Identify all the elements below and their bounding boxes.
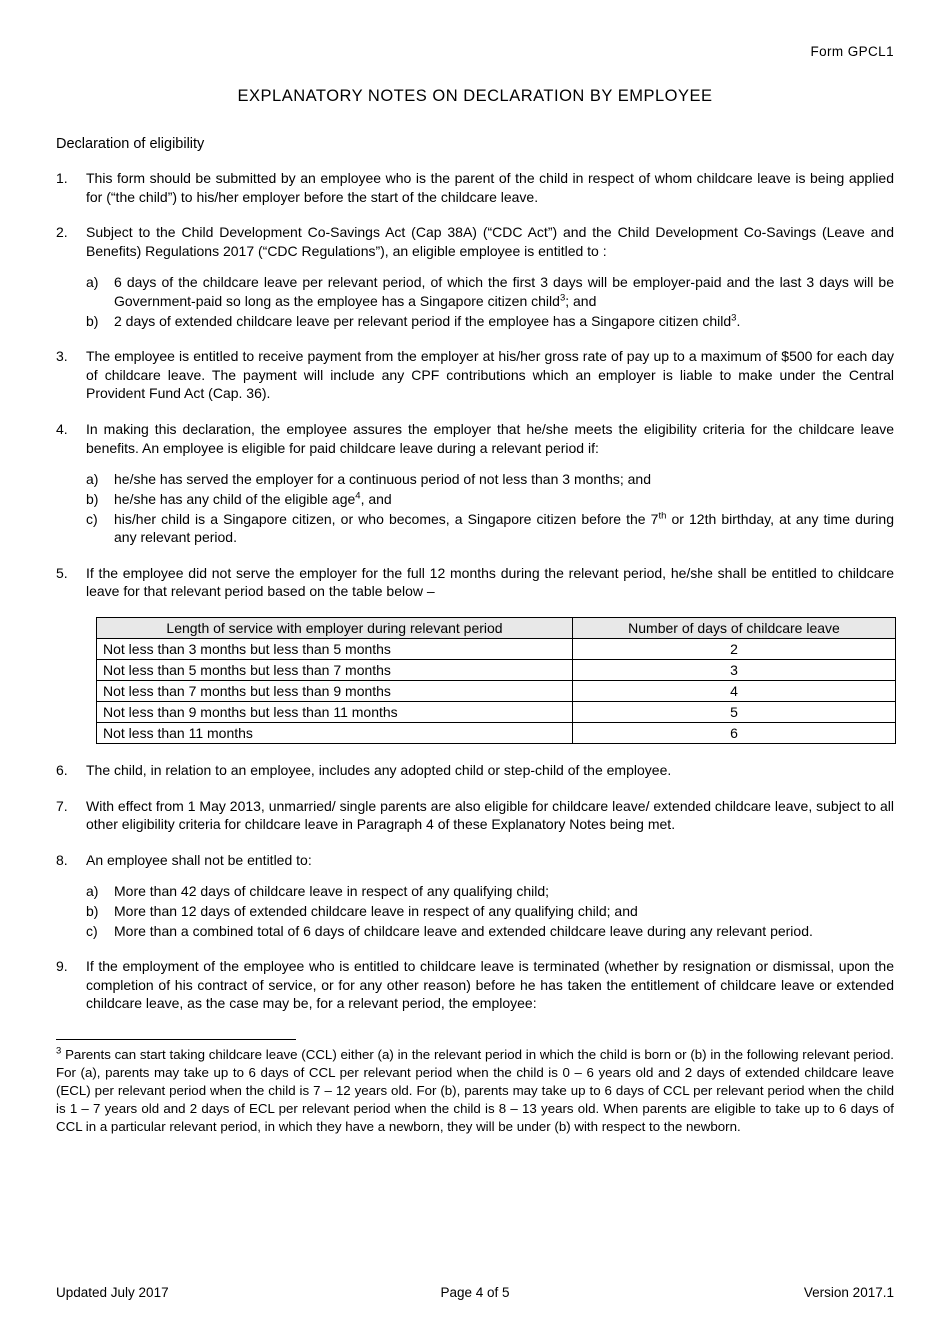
footer-updated-date: Updated July 2017 (56, 1285, 169, 1300)
list-marker: a) (86, 274, 99, 291)
list-item-text: he/she has served the employer for a continuous period of not less than 3 months; and (114, 471, 651, 488)
footnote-ref: 3 (731, 312, 737, 323)
cell-length-of-service: Not less than 3 months but less than 5 months (97, 638, 573, 659)
list-marker: a) (86, 471, 99, 488)
childcare-leave-table (96, 617, 896, 744)
list-marker: a) (86, 883, 99, 900)
list-item (86, 510, 894, 547)
list-item-tail: ; and (565, 293, 597, 310)
list-marker: b) (86, 490, 99, 507)
clause-8-sublist (86, 882, 894, 940)
clause-number: 6. (56, 761, 68, 778)
clause-3 (56, 347, 894, 403)
footnote-ref: 4 (355, 490, 361, 502)
list-item (86, 882, 894, 901)
clause-9 (56, 957, 894, 1013)
list-item-text: 2 days of extended childcare leave per relevant period if the employee has a Singapore citizen child (114, 312, 732, 329)
list-marker: c) (86, 922, 98, 939)
footnote-text: Parents can start taking childcare leave (CCL) either (a) in the relevant period in which the child is born or (b) in the following relevant period. For (a), parents may take up to 6 days of CCL per relevant period when the child is 0 – 6 years old and 2 days of extended childcare leave (ECL) per relevant period when the child is 7 – 12 years old. For (b), parents may take up to 6 days of CCL per relevant period when the child is 1 – 7 years old and 2 days of ECL per relevant period when the child is 8 – 13 years old. When parents are eligible to take up to 6 days of CCL in a particular relevant period, in which they have a newborn, they will be under (b) with respect to the newborn. (56, 1047, 894, 1135)
footnote-divider (56, 1039, 296, 1040)
page-footer (56, 1285, 894, 1300)
clause-5 (56, 564, 894, 601)
clause-text: The child, in relation to an employee, includes any adopted child or step-child of the employee. (86, 761, 672, 778)
clause-number: 8. (56, 851, 68, 868)
clause-8 (56, 851, 894, 940)
clause-number: 9. (56, 958, 68, 975)
clause-7 (56, 797, 894, 834)
list-item (86, 922, 894, 941)
list-item-tail: , and (360, 490, 392, 507)
table-row (97, 722, 896, 743)
clause-number: 5. (56, 564, 68, 581)
list-marker: c) (86, 510, 98, 527)
clause-text: In making this declaration, the employee assures the employer that he/she meets the eligibility criteria for the childcare leave benefits. An employee is eligible for paid childcare leave during a relevant period if: (86, 421, 894, 456)
clause-2 (56, 223, 894, 330)
table-row (97, 701, 896, 722)
clause-1 (56, 169, 894, 206)
clause-number: 3. (56, 348, 68, 365)
clause-text: The employee is entitled to receive payment from the employer at his/her gross rate of pay up to a maximum of $500 for each day of childcare leave. The payment will include any CPF contributions which an employer is liable to make under the Central Provident Fund Act (Cap. 36). (86, 348, 894, 402)
footer-version: Version 2017.1 (803, 1285, 894, 1300)
list-marker: b) (86, 312, 99, 329)
list-item (86, 490, 894, 509)
cell-length-of-service: Not less than 5 months but less than 7 months (97, 659, 573, 680)
clause-number: 2. (56, 224, 68, 241)
clause-6 (56, 761, 894, 780)
footnote-ref: 3 (559, 292, 566, 304)
form-code: Form GPCL1 (810, 44, 894, 59)
column-header-length-of-service: Length of service with employer during relevant period (97, 617, 573, 638)
footnote-3 (56, 1046, 894, 1136)
table-row (97, 638, 896, 659)
clause-text: With effect from 1 May 2013, unmarried/ single parents are also eligible for childcare leave/ extended childcare leave, subject to all other eligibility criteria for childcare leave in Paragraph 4 of these Explanatory Notes being met. (86, 797, 894, 833)
clause-number: 4. (56, 421, 68, 438)
clause-4 (56, 420, 894, 547)
cell-length-of-service: Not less than 11 months (97, 722, 573, 743)
cell-length-of-service: Not less than 9 months but less than 11 months (97, 701, 573, 722)
list-item-text: 6 days of the childcare leave per relevant period, of which the first 3 days will be employer-paid and the last 3 days will be Government-paid so long as the employee has a Singapore citizen child (114, 274, 894, 310)
list-item-text: More than 42 days of childcare leave in respect of any qualifying child; (114, 883, 550, 900)
clause-number: 7. (56, 797, 68, 814)
table-header-row (97, 617, 896, 638)
section-heading: Declaration of eligibility (56, 136, 205, 152)
table-row (97, 680, 896, 701)
list-item-text: he/she has any child of the eligible age (114, 490, 356, 507)
clause-text: Subject to the Child Development Co-Savings Act (Cap 38A) (“CDC Act”) and the Child Development Co-Savings (Leave and Benefits) Regulations 2017 (“CDC Regulations”), an eligible employee is entitled to : (86, 224, 894, 259)
table-row (97, 659, 896, 680)
clause-text: If the employee did not serve the employer for the full 12 months during the relevant period, he/she shall be entitled to childcare leave for that relevant period based on the table below – (86, 564, 894, 600)
list-marker: b) (86, 903, 99, 920)
ordinal-suffix: th (658, 509, 667, 521)
cell-days: 3 (573, 659, 896, 680)
clause-text: An employee shall not be entitled to: (86, 851, 312, 868)
column-header-days-of-leave: Number of days of childcare leave (573, 617, 896, 638)
list-item-text: More than 12 days of extended childcare leave in respect of any qualifying child; and (114, 903, 638, 920)
list-item (86, 470, 894, 489)
page-title: EXPLANATORY NOTES ON DECLARATION BY EMPLOYEE (237, 87, 713, 105)
clause-text: This form should be submitted by an employee who is the parent of the child in respect of whom childcare leave is being applied for (“the child”) to his/her employer before the start of the childcare leave. (86, 170, 894, 205)
cell-days: 2 (573, 638, 896, 659)
footer-page-number: Page 4 of 5 (440, 1285, 510, 1300)
list-item-tail: . (736, 312, 741, 329)
cell-days: 4 (573, 680, 896, 701)
list-item-text: his/her child is a Singapore citizen, or who becomes, a Singapore citizen before the 7 (114, 510, 659, 527)
cell-days: 5 (573, 701, 896, 722)
list-item-text: More than a combined total of 6 days of childcare leave and extended childcare leave during any relevant period. (114, 922, 813, 939)
cell-length-of-service: Not less than 7 months but less than 9 months (97, 680, 573, 701)
list-item (86, 273, 894, 310)
clause-2-sublist (86, 273, 894, 330)
clause-text: If the employment of the employee who is entitled to childcare leave is terminated (whether by resignation or dismissal, upon the completion of his contract of service, or for any other reason) before he has taken the entitlement of childcare leave or extended childcare leave, as the case may be, for a relevant period, the employee: (86, 958, 894, 1012)
footnote-marker: 3 (56, 1045, 62, 1057)
list-item (86, 902, 894, 921)
cell-days: 6 (573, 722, 896, 743)
list-item (86, 312, 894, 331)
clause-4-sublist (86, 470, 894, 546)
childcare-leave-table-wrapper (96, 617, 896, 744)
list-item-tail: or 12th birthday, at any time during any relevant period. (114, 510, 894, 546)
clause-number: 1. (56, 170, 68, 186)
